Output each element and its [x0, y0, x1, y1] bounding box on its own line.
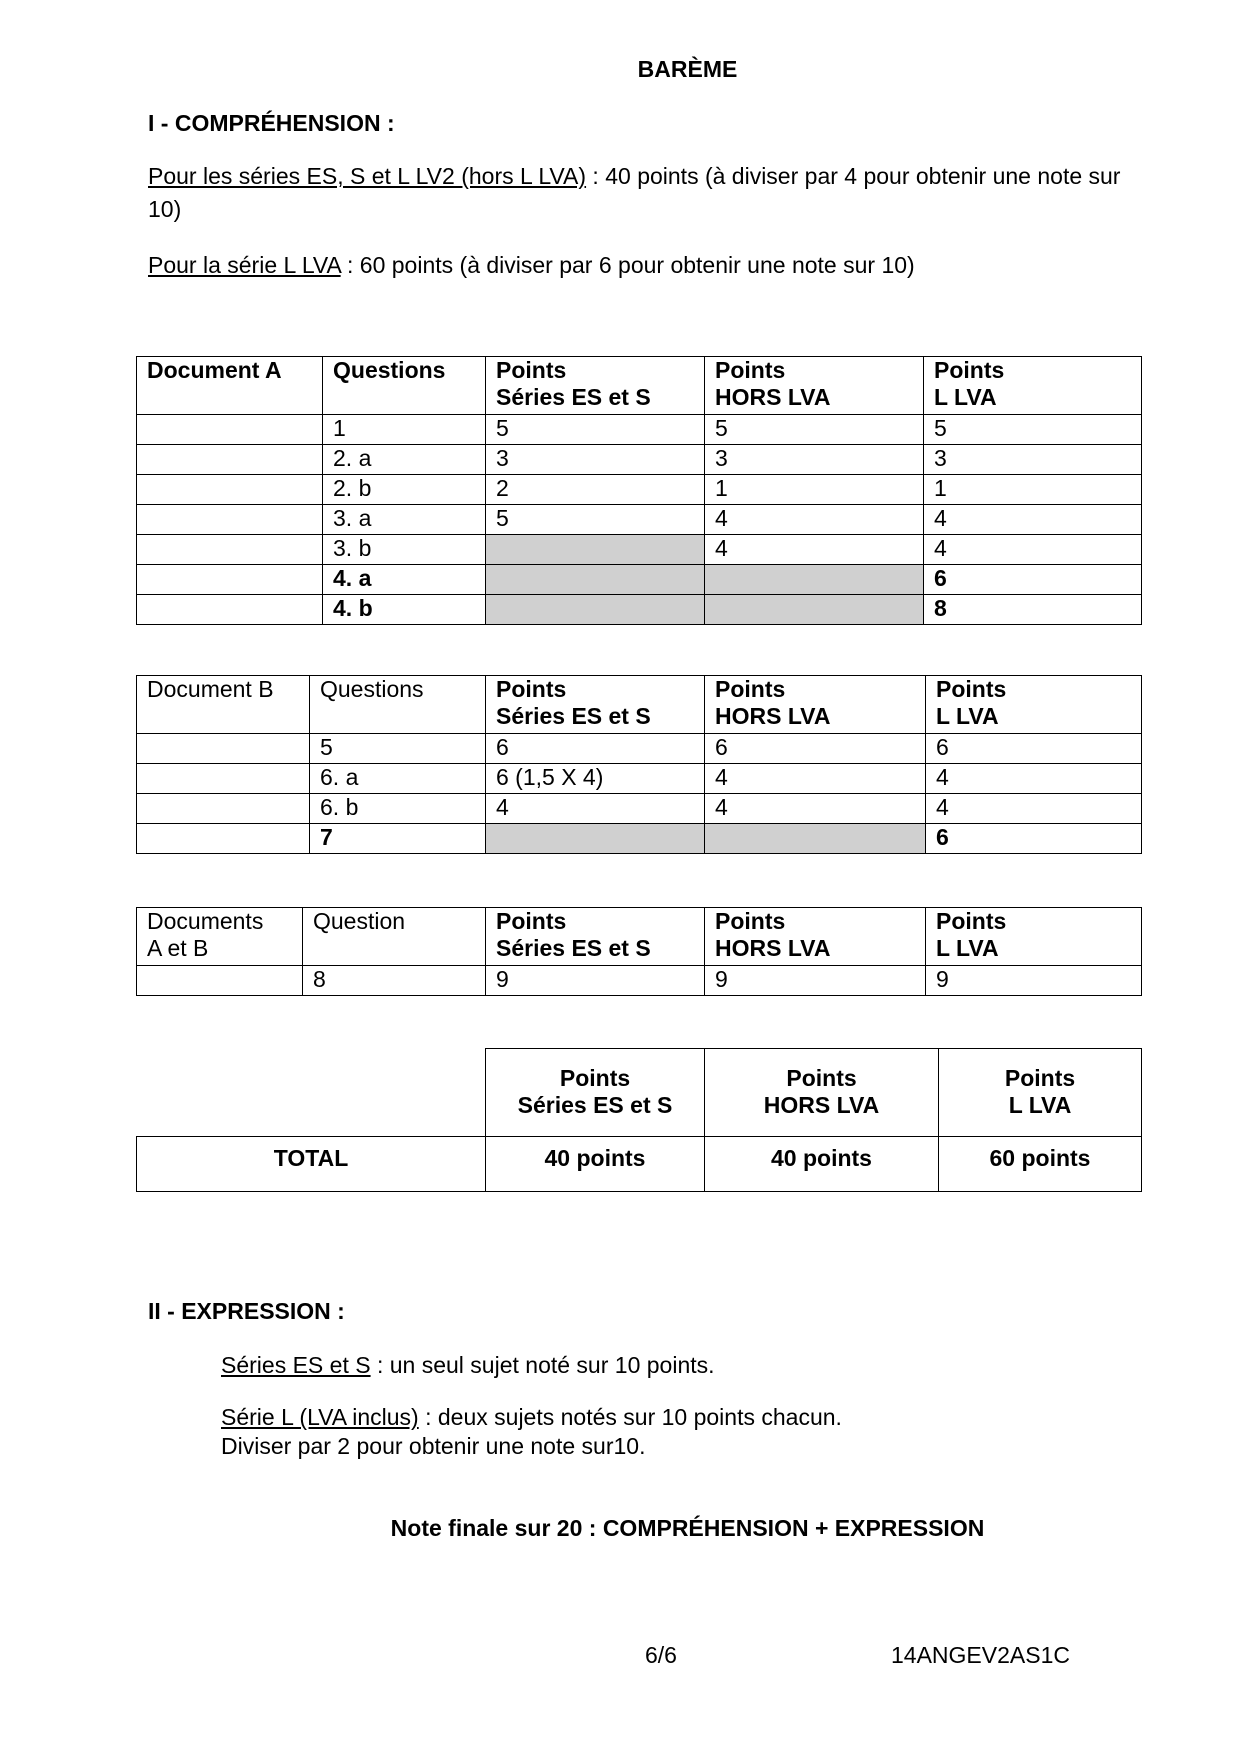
document-code: 14ANGEV2AS1C [891, 1642, 1070, 1668]
header-points-hors-lva: Points HORS LVA [705, 1049, 939, 1137]
shaded-cell [705, 565, 924, 595]
header-points-hors-lva: Points HORS LVA [705, 357, 924, 415]
total-hors-lva: 40 points [705, 1137, 939, 1192]
series-label: Séries ES et S [221, 1352, 371, 1378]
shaded-cell [705, 824, 926, 854]
table-row: 3. b 4 4 [137, 535, 1142, 565]
total-l-lva: 60 points [939, 1137, 1142, 1192]
table-row: 2. a 3 3 3 [137, 445, 1142, 475]
rule-text: : 60 points (à diviser par 6 pour obtenir une note sur 10) [340, 252, 915, 278]
table-header-row [137, 908, 1142, 966]
total-row [137, 1137, 1142, 1192]
header-document: Document B [137, 676, 310, 734]
section-expression-heading: II - EXPRESSION : [148, 1298, 345, 1324]
empty-cell [137, 1049, 486, 1137]
header-question: Question [303, 908, 486, 966]
shaded-cell [486, 824, 705, 854]
header-document: Document A [137, 357, 323, 415]
rule-text: : 40 points (à diviser par 4 pour obtenir une note sur 10) [148, 163, 1121, 222]
header-questions: Questions [323, 357, 486, 415]
shaded-cell [486, 535, 705, 565]
table-row: 4. a 6 [137, 565, 1142, 595]
expression-rule-3: Diviser par 2 pour obtenir une note sur10. [221, 1433, 646, 1459]
total-label: TOTAL [137, 1137, 486, 1192]
rule-text: : un seul sujet noté sur 10 points. [370, 1352, 715, 1378]
series-label: Pour la série L LVA [148, 252, 341, 278]
shaded-cell [705, 595, 924, 625]
header-points-es-s: Points Séries ES et S [486, 908, 705, 966]
table-header-row [137, 357, 1142, 415]
table-row: 6. a 6 (1,5 X 4) 4 4 [137, 764, 1142, 794]
total-es-s: 40 points [486, 1137, 705, 1192]
header-points-es-s: Points Séries ES et S [486, 1049, 705, 1137]
final-note: Note finale sur 20 : COMPRÉHENSION + EXPRESSION [390, 1515, 985, 1541]
series-label: Pour les séries ES, S et L LV2 (hors L LVA) [148, 163, 587, 189]
expression-rule-2 [221, 1404, 842, 1431]
header-points-hors-lva: Points HORS LVA [705, 676, 926, 734]
shaded-cell [486, 595, 705, 625]
table-row: 1 5 5 5 [137, 415, 1142, 445]
header-points-hors-lva: Points HORS LVA [705, 908, 926, 966]
table-totals [136, 1048, 1142, 1192]
rule-text: : deux sujets notés sur 10 points chacun. [418, 1404, 842, 1430]
expression-rule-1 [221, 1352, 715, 1379]
table-document-a [136, 356, 1142, 625]
header-points-l-lva: Points L LVA [926, 908, 1142, 966]
series-label: Série L (LVA inclus) [221, 1404, 419, 1430]
comprehension-rule-2 [148, 249, 1148, 282]
table-row: 3. a 5 4 4 [137, 505, 1142, 535]
table-row: 4. b 8 [137, 595, 1142, 625]
table-row: 2. b 2 1 1 [137, 475, 1142, 505]
header-points-l-lva: Points L LVA [939, 1049, 1142, 1137]
table-row: 7 6 [137, 824, 1142, 854]
page-title: BARÈME [637, 56, 738, 82]
table-row: 6. b 4 4 4 [137, 794, 1142, 824]
table-row: 8 9 9 9 [137, 966, 1142, 996]
table-row: 5 6 6 6 [137, 734, 1142, 764]
header-points-es-s: Points Séries ES et S [486, 357, 705, 415]
header-points-l-lva: Points L LVA [924, 357, 1142, 415]
header-document: Documents A et B [137, 908, 303, 966]
header-questions: Questions [310, 676, 486, 734]
table-document-b [136, 675, 1142, 854]
page-number: 6/6 [645, 1642, 677, 1668]
header-points-l-lva: Points L LVA [926, 676, 1142, 734]
table-header-row [137, 676, 1142, 734]
header-points-es-s: Points Séries ES et S [486, 676, 705, 734]
comprehension-rule-1 [148, 160, 1148, 226]
table-documents-a-b [136, 907, 1142, 996]
section-comprehension-heading: I - COMPRÉHENSION : [148, 110, 395, 136]
shaded-cell [486, 565, 705, 595]
table-header-row [137, 1049, 1142, 1137]
